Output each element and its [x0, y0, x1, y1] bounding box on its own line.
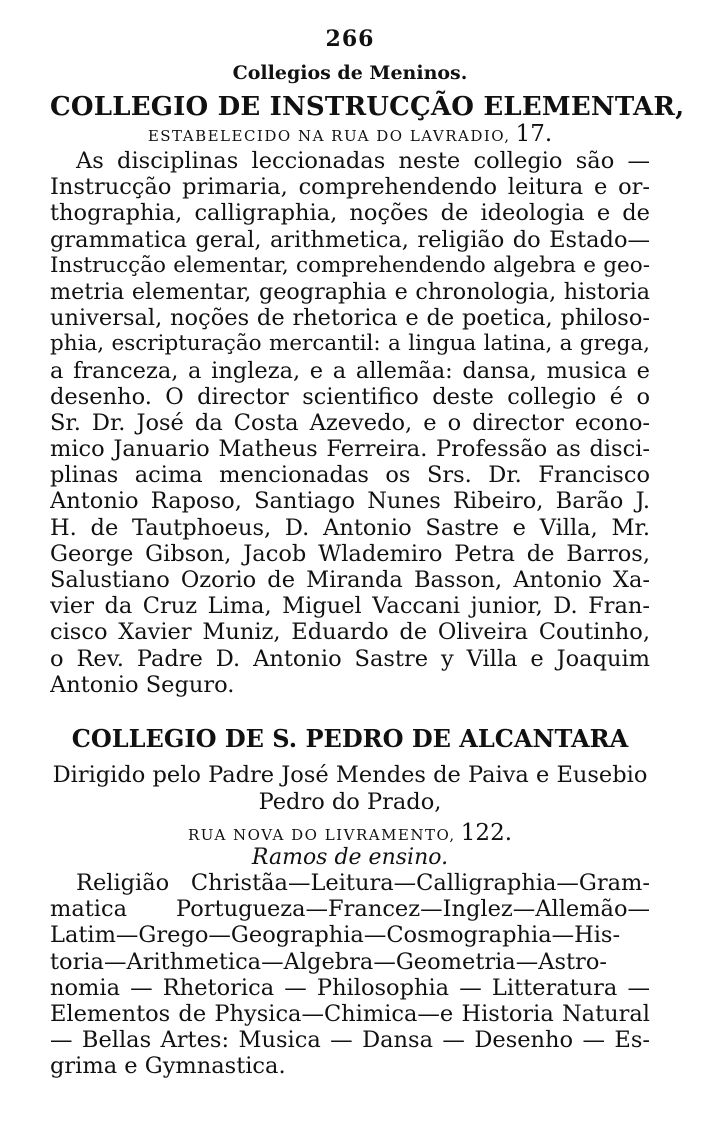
text-line: toria—Arithmetica—Algebra—Geometria—Astro-: [50, 948, 607, 975]
section-heading: Collegios de Meninos.: [232, 62, 468, 84]
text-line: Instrucção primaria, comprehendendo leitura e or-: [50, 174, 650, 201]
text-line: o Rev. Padre D. Antonio Sastre y Villa e Joaquim: [50, 645, 650, 672]
text-line: phia, escripturação mercantil: a lingua latina, a grega,: [50, 331, 650, 357]
text-line: grammatica geral, arithmetica, religião do Estado—: [50, 226, 650, 253]
college1-address-street: ESTABELECIDO NA RUA DO LAVRADIO,: [147, 127, 511, 145]
text-line: George Gibson, Jacob Wlademiro Petra de Barros,: [50, 540, 650, 567]
college2-address-street: RUA NOVA DO LIVRAMENTO,: [187, 826, 456, 844]
book-page: [50, 0, 685, 1142]
text-line: Instrucção elementar, comprehendendo algebra e geo-: [50, 252, 650, 278]
text-line: mico Januario Matheus Ferreira. Professão as disci-: [50, 436, 650, 463]
text-line: Antonio Seguro.: [50, 671, 235, 698]
text-line: vier da Cruz Lima, Miguel Vaccani junior, D. Fran-: [50, 593, 650, 620]
text-line: As disciplinas leccionadas neste collegio são —: [76, 148, 650, 174]
text-line: Latim—Grego—Geographia—Cosmographia—His-: [50, 922, 621, 949]
text-line: desenho. O director scientifico deste collegio é o: [50, 383, 650, 410]
text-line: H. de Tautphoeus, D. Antonio Sastre e Villa, Mr.: [50, 514, 650, 541]
college1-description: [50, 148, 650, 698]
college2-address: [50, 820, 650, 846]
text-line: thographia, calligraphia, noções de ideologia e de: [50, 200, 650, 227]
college2-title: COLLEGIO DE S. PEDRO DE ALCANTARA: [71, 724, 629, 753]
text-line: matica Portugueza—Francez—Inglez—Allemão—: [50, 896, 650, 923]
text-line: nomia — Rhetorica — Philosophia — Litteratura —: [50, 974, 650, 1001]
text-line: universal, noções de rhetorica e de poetica, philoso-: [50, 305, 650, 332]
text-line: Salustiano Ozorio de Miranda Basson, Antonio Xa-: [50, 567, 650, 593]
text-line: Antonio Raposo, Santiago Nunes Ribeiro, Barão J.: [50, 488, 650, 515]
text-line: a franceza, a ingleza, e a allemãa: dansa, musica e: [50, 357, 650, 384]
text-line: metria elementar, geographia e chronologia, historia: [50, 278, 650, 305]
text-line: Religião Christãa—Leitura—Calligraphia—Gram-: [76, 870, 650, 896]
college2-subjects: [50, 870, 650, 1080]
college1-address: [50, 121, 650, 147]
page-number: 266: [325, 26, 375, 52]
college2-subheading: Ramos de ensino.: [251, 845, 449, 870]
text-line: Sr. Dr. José da Costa Azevedo, e o director econo-: [50, 409, 650, 436]
text-line: Elementos de Physica—Chimica—e Historia Natural: [50, 1000, 650, 1027]
college1-address-number: 17.: [515, 121, 553, 147]
text-line: grima e Gymnastica.: [50, 1053, 286, 1080]
college2-directors-line1: Dirigido pelo Padre José Mendes de Paiva e Eusebio: [52, 762, 648, 788]
college2-address-number: 122.: [460, 820, 513, 846]
college1-title: COLLEGIO DE INSTRUCÇÃO ELEMENTAR,: [50, 92, 685, 122]
text-line: plinas acima mencionadas os Srs. Dr. Francisco: [50, 462, 650, 489]
text-line: cisco Xavier Muniz, Eduardo de Oliveira Coutinho,: [50, 619, 650, 646]
text-line: — Bellas Artes: Musica — Dansa — Desenho — Es-: [50, 1027, 650, 1054]
college2-directors-line2: Pedro do Prado,: [258, 789, 442, 815]
